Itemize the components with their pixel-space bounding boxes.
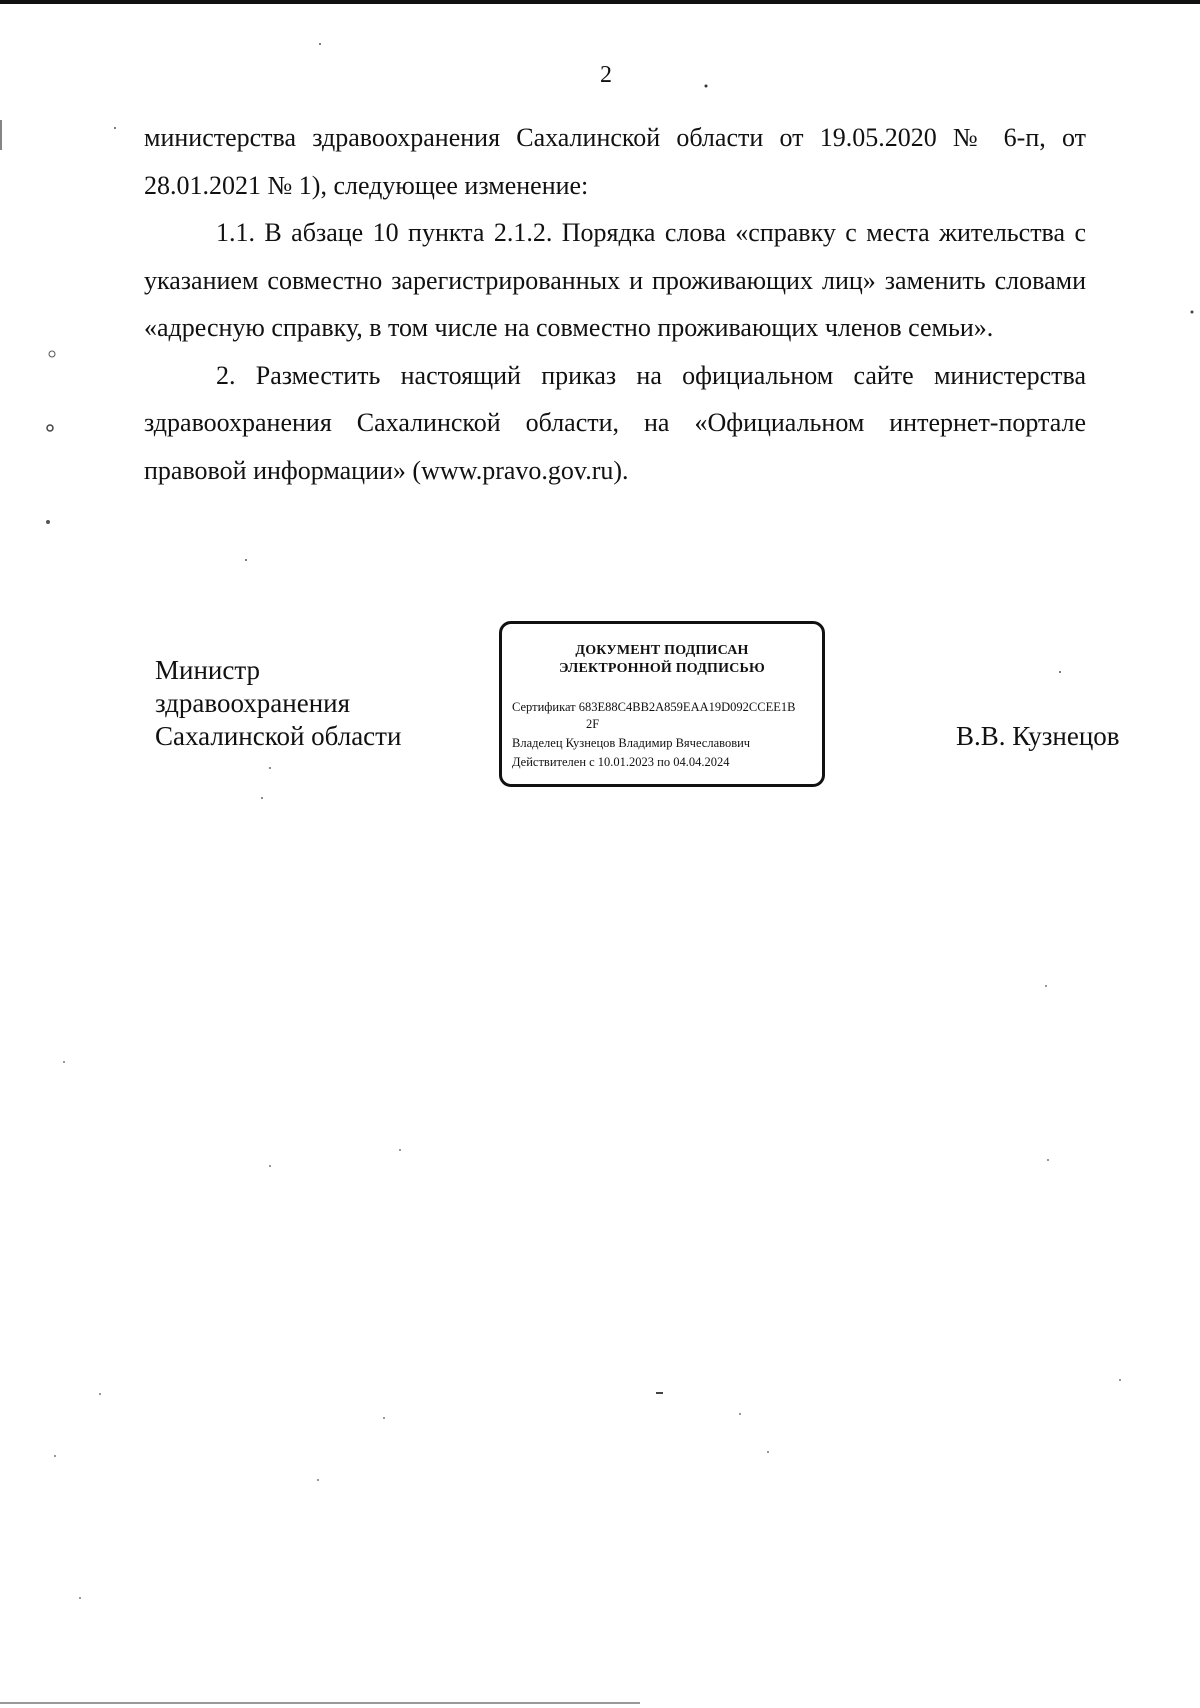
paragraph-item-2: 2. Разместить настоящий приказ на официальном сайте министерства здравоохранения Сахалинской области, на «Официальном интернет-портале правовой информации» (www.pravo.gov.ru). <box>144 360 1086 485</box>
stamp-validity: Действителен с 10.01.2023 по 04.04.2024 <box>512 755 730 769</box>
scan-top-edge <box>0 0 1200 4</box>
stamp-title-line: ДОКУМЕНТ ПОДПИСАН <box>575 643 749 658</box>
stamp-certificate-continuation: 2F <box>586 717 600 731</box>
stamp-owner: Владелец Кузнецов Владимир Вячеславович <box>512 736 751 750</box>
paragraph-continuation: министерства здравоохранения Сахалинской области от 19.05.2020 № 6-п, от 28.01.2021 № 1), следующее изменение: <box>144 123 1086 200</box>
position-line: Сахалинской области <box>155 721 402 751</box>
paragraph-item-1-1: 1.1. В абзаце 10 пункта 2.1.2. Порядка слова «справку с места жительства с указанием совместно зарегистрированных и проживающих лиц» заменить словами «адресную справку, в том числе на совместно проживающих членов семьи». <box>144 218 1086 342</box>
signatory-position <box>155 654 401 753</box>
signatory-name: В.В. Кузнецов <box>956 721 1120 751</box>
stamp-title <box>502 642 822 678</box>
position-line: Министр <box>155 655 260 685</box>
scan-bottom-edge <box>0 1702 640 1704</box>
electronic-signature-stamp <box>499 621 825 787</box>
position-line: здравоохранения <box>155 688 351 718</box>
scan-left-edge <box>0 120 2 150</box>
stamp-certificate: Сертификат 683E88C4BB2A859EAA19D092CCEE1B <box>512 700 796 714</box>
page-number: 2 <box>600 62 612 88</box>
document-body <box>144 114 1086 494</box>
stamp-title-line: ЭЛЕКТРОННОЙ ПОДПИСЬЮ <box>559 661 765 676</box>
